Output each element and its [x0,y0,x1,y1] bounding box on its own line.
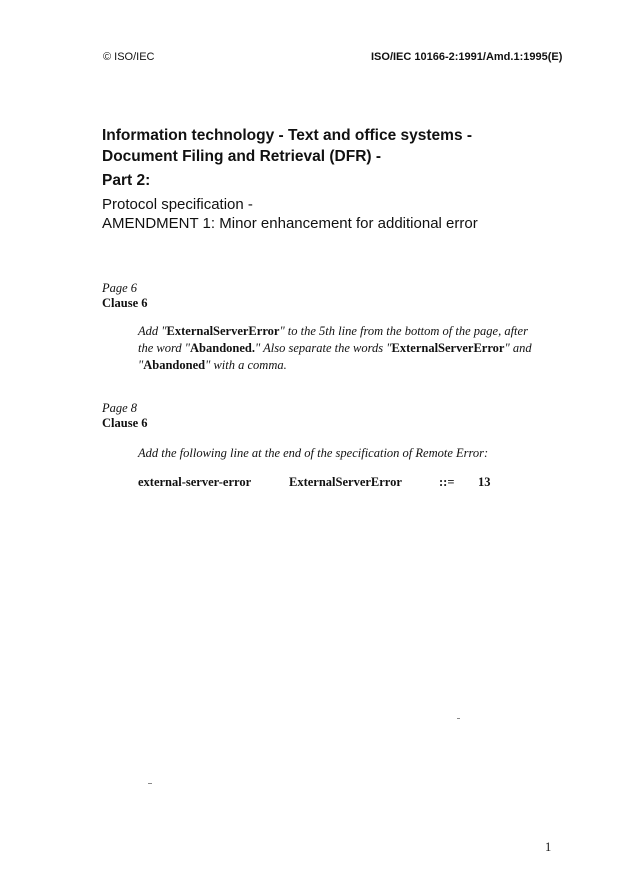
page-reference-1: Page 6 [102,281,138,295]
title-line-2: Document Filing and Retrieval (DFR) - [102,148,382,165]
part-label: Part 2: [102,172,151,189]
code-element-type: ExternalServerError [289,475,402,489]
instruction-1-line-3: "Abandoned" with a comma. [138,358,287,372]
scan-speck [457,718,460,719]
scan-speck [148,783,152,784]
clause-reference-1: Clause 6 [102,296,148,310]
subtitle-line-2: AMENDMENT 1: Minor enhancement for additional error [102,215,478,232]
document-id: ISO/IEC 10166-2:1991/Amd.1:1995(E) [371,51,563,63]
clause-reference-2: Clause 6 [102,416,148,430]
code-element-value: 13 [478,475,491,489]
instruction-1-line-2: the word "Abandoned." Also separate the words "ExternalServerError" and [138,341,532,355]
code-assign-operator: ::= [439,475,455,489]
code-element-name: external-server-error [138,475,252,489]
subtitle-line-1: Protocol specification - [102,196,253,213]
title-line-1: Information technology - Text and office systems - [102,127,473,144]
instruction-2: Add the following line at the end of the specification of Remote Error: [138,446,489,460]
copyright-notice: © ISO/IEC [103,51,155,63]
page-reference-2: Page 8 [102,401,138,415]
page-number: 1 [545,840,552,854]
instruction-1-line-1: Add "ExternalServerError" to the 5th line from the bottom of the page, after [138,324,528,338]
